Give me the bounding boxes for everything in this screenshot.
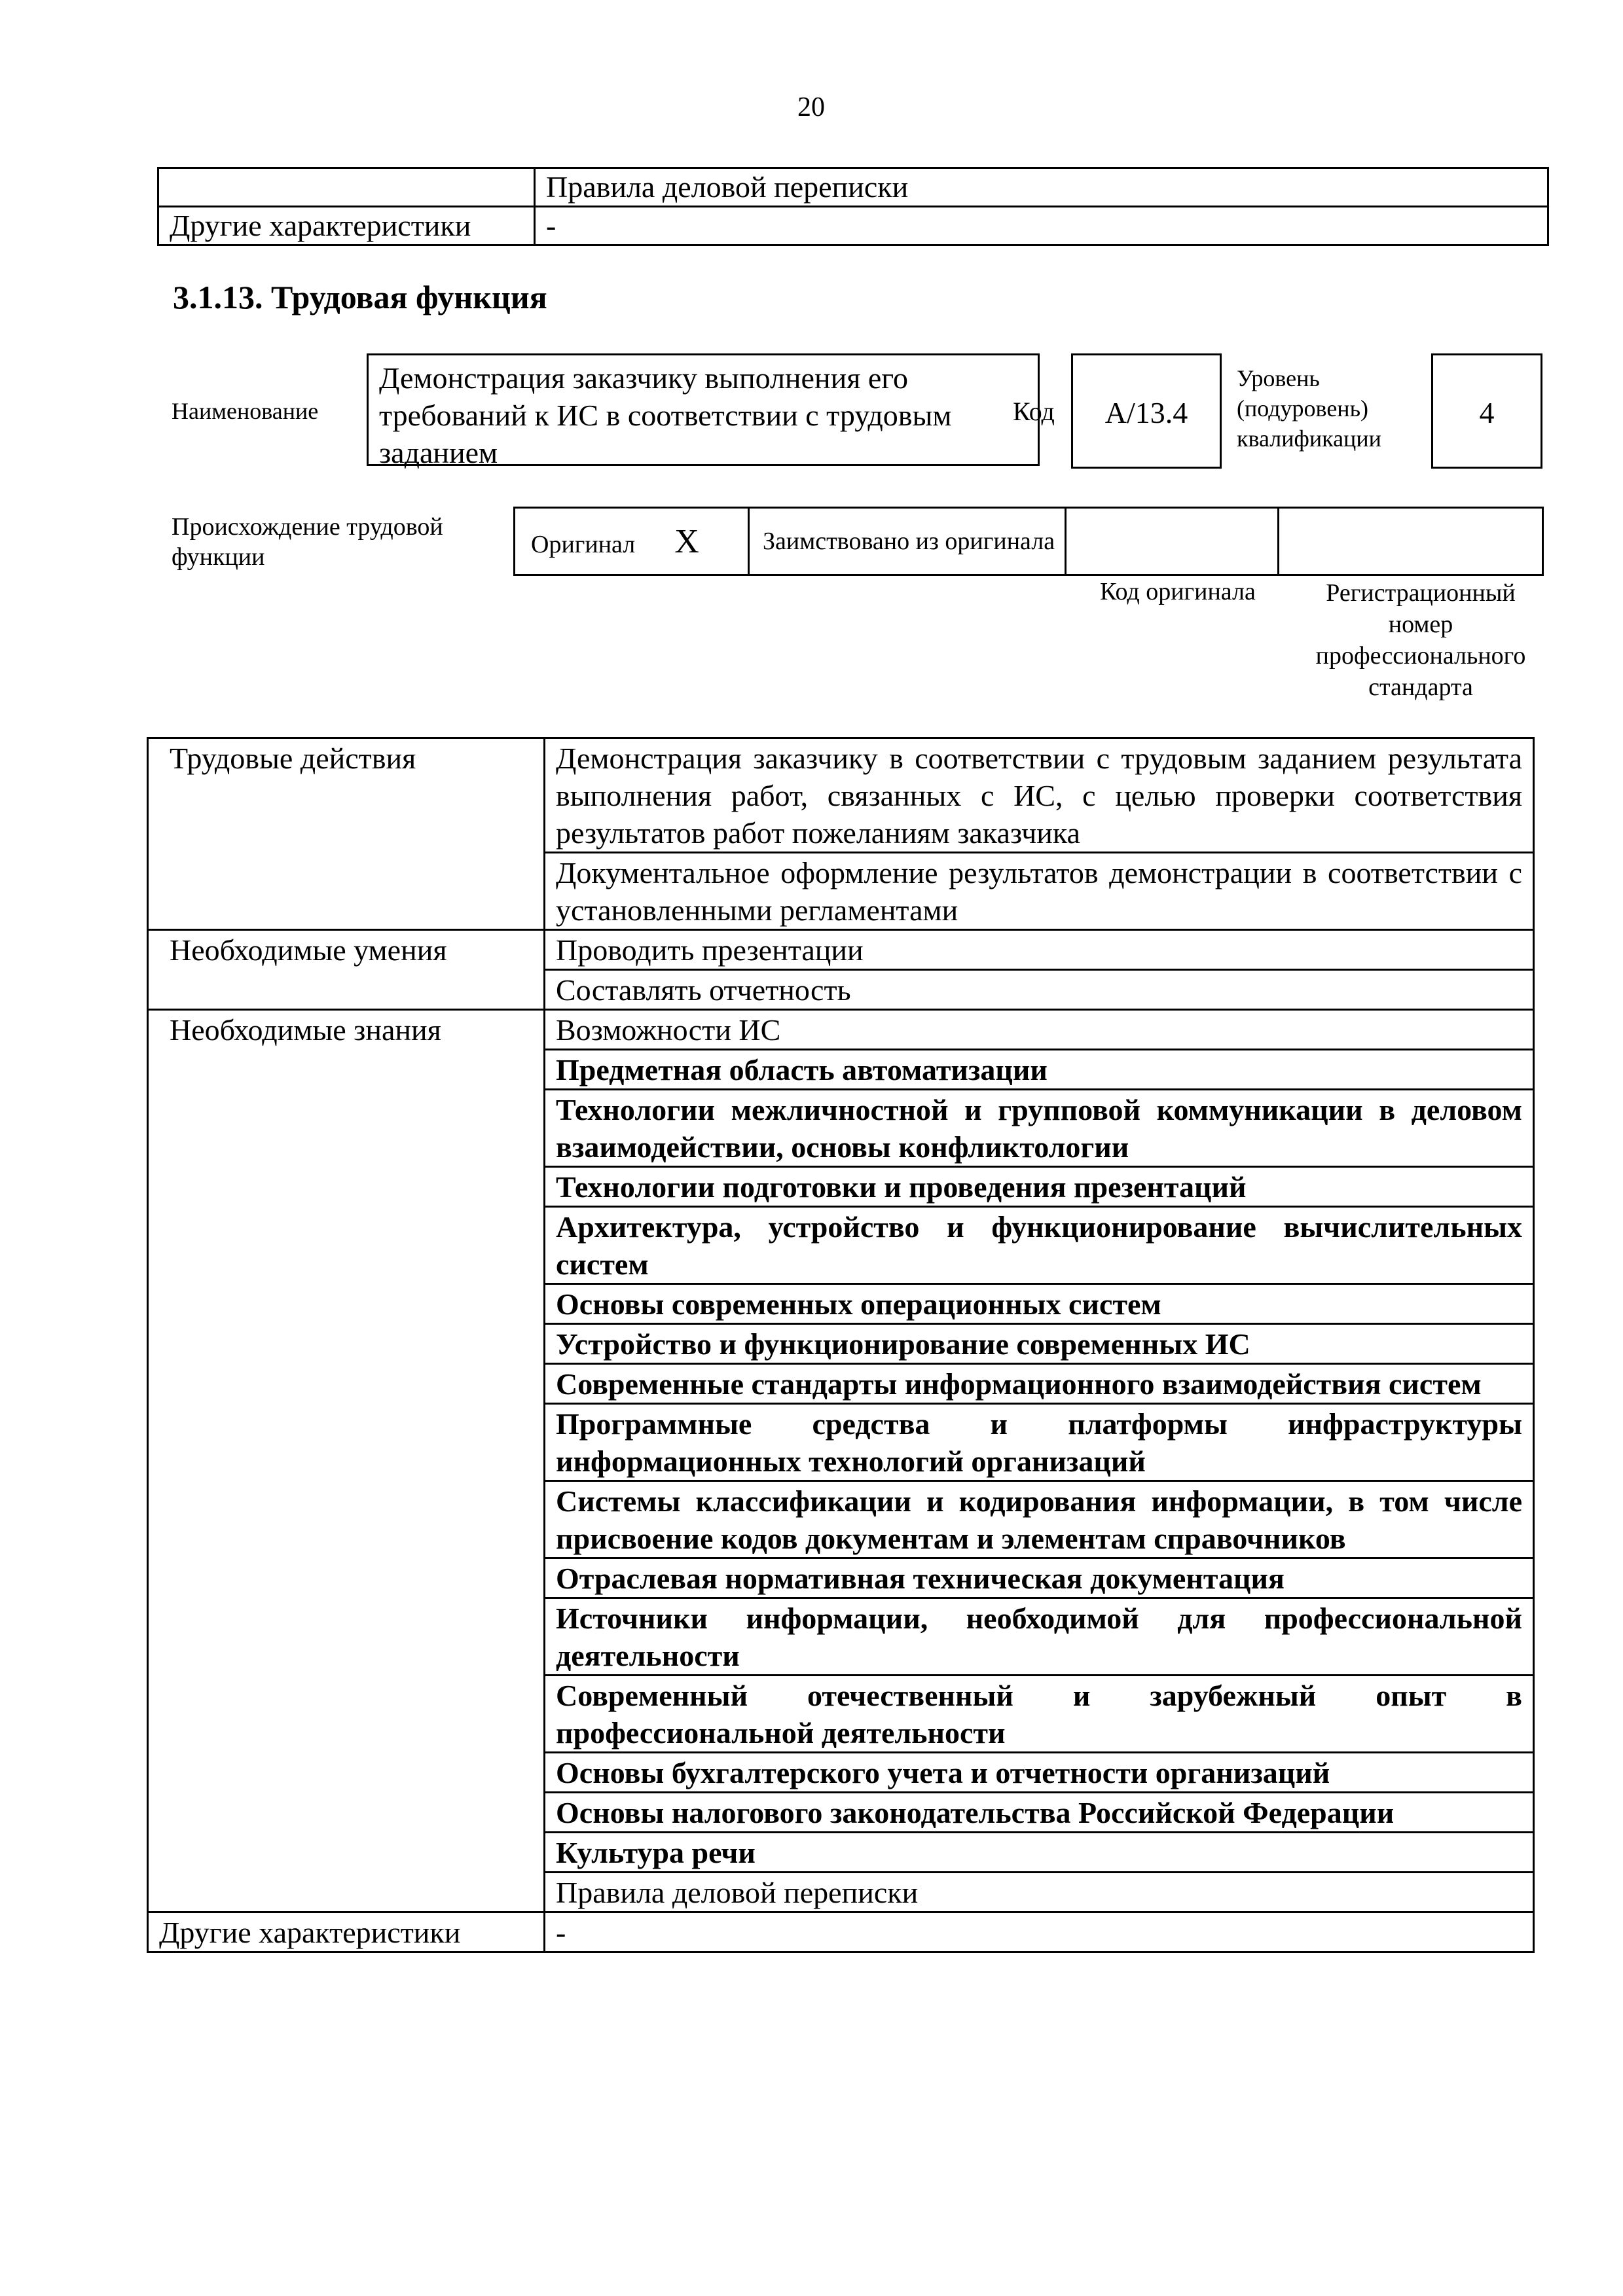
level-label <box>1237 363 1420 454</box>
table-cell-value: Источники информации, необходимой для профессиональной деятельности <box>545 1598 1534 1676</box>
table-row <box>158 207 1548 245</box>
origin-original-cell <box>515 508 749 575</box>
table-cell-value: Архитектура, устройство и функционирование вычислительных систем <box>545 1207 1534 1284</box>
origin-original-mark: X <box>674 522 699 560</box>
table-cell-value: Основы налогового законодательства Российской Федерации <box>545 1793 1534 1833</box>
table-row <box>515 508 1543 575</box>
code-box: A/13.4 <box>1071 353 1222 469</box>
table-row <box>148 930 1534 970</box>
category-cell: Необходимые умения <box>148 930 545 1010</box>
origin-reg-cell <box>1279 508 1543 575</box>
table-row <box>148 1912 1534 1952</box>
table-cell-value: Документальное оформление результатов демонстрации в соответствии с установленными регламентами <box>545 853 1534 930</box>
table-cell-value: Отраслевая нормативная техническая документация <box>545 1558 1534 1598</box>
top-continuation-table <box>157 167 1549 246</box>
table-cell-value: Устройство и функционирование современных ИС <box>545 1324 1534 1364</box>
code-label: Код <box>1013 397 1055 426</box>
table-cell-value: Составлять отчетность <box>545 970 1534 1010</box>
level-label-text: Уровень (подуровень) квалификации <box>1237 365 1381 452</box>
origin-borrowed-cell: Заимствовано из оригинала <box>749 508 1066 575</box>
table-cell-label: Другие характеристики <box>158 207 535 245</box>
category-cell: Другие характеристики <box>148 1912 545 1952</box>
table-row <box>148 738 1534 853</box>
origin-code-cell <box>1066 508 1279 575</box>
table-cell-value: Правила деловой переписки <box>545 1873 1534 1912</box>
table-cell-value: Предметная область автоматизации <box>545 1050 1534 1090</box>
page-number: 20 <box>797 92 825 122</box>
name-label: Наименование <box>172 398 319 424</box>
table-cell-value: Современный отечественный и зарубежный опыт в профессиональной деятельности <box>545 1676 1534 1753</box>
category-cell: Необходимые знания <box>148 1010 545 1912</box>
table-cell-label <box>158 168 535 207</box>
table-row <box>148 1010 1534 1050</box>
table-cell-value: - <box>535 207 1548 245</box>
origin-reg-caption: Регистрационный номер профессионального стандарта <box>1315 579 1526 701</box>
main-table <box>147 737 1535 1953</box>
table-cell-value: Демонстрация заказчику в соответствии с трудовым заданием результата выполнения работ, связанных с ИС, с целью проверки соответствия результатов работ пожеланиям заказчика <box>545 738 1534 853</box>
table-cell-value: Основы современных операционных систем <box>545 1284 1534 1324</box>
table-cell-value: Технологии подготовки и проведения презентаций <box>545 1167 1534 1207</box>
origin-code-caption: Код оригинала <box>1100 578 1256 605</box>
table-cell-value: - <box>545 1912 1534 1952</box>
table-cell-value: Системы классификации и кодирования информации, в том числе присвоение кодов документам и элементам справочников <box>545 1481 1534 1558</box>
table-cell-value: Проводить презентации <box>545 930 1534 970</box>
table-cell-value: Программные средства и платформы инфраструктуры информационных технологий организаций <box>545 1404 1534 1481</box>
table-row <box>158 168 1548 207</box>
table-cell-value: Возможности ИС <box>545 1010 1534 1050</box>
table-cell-value: Культура речи <box>545 1833 1534 1873</box>
function-name-box: Демонстрация заказчику выполнения его требований к ИС в соответствии с трудовым заданием <box>367 353 1040 466</box>
origin-label <box>172 512 486 572</box>
origin-label-text: Происхождение трудовой функции <box>172 513 443 571</box>
table-cell-value: Технологии межличностной и групповой коммуникации в деловом взаимодействии, основы конфликтологии <box>545 1090 1534 1167</box>
origin-table <box>513 507 1544 576</box>
table-cell-value: Правила деловой переписки <box>535 168 1548 207</box>
category-cell: Трудовые действия <box>148 738 545 930</box>
table-cell-value: Основы бухгалтерского учета и отчетности организаций <box>545 1753 1534 1793</box>
table-cell-value: Современные стандарты информационного взаимодействия систем <box>545 1364 1534 1404</box>
section-heading: 3.1.13. Трудовая функция <box>173 279 547 315</box>
level-box: 4 <box>1431 353 1542 469</box>
origin-original-label: Оригинал <box>531 530 636 558</box>
